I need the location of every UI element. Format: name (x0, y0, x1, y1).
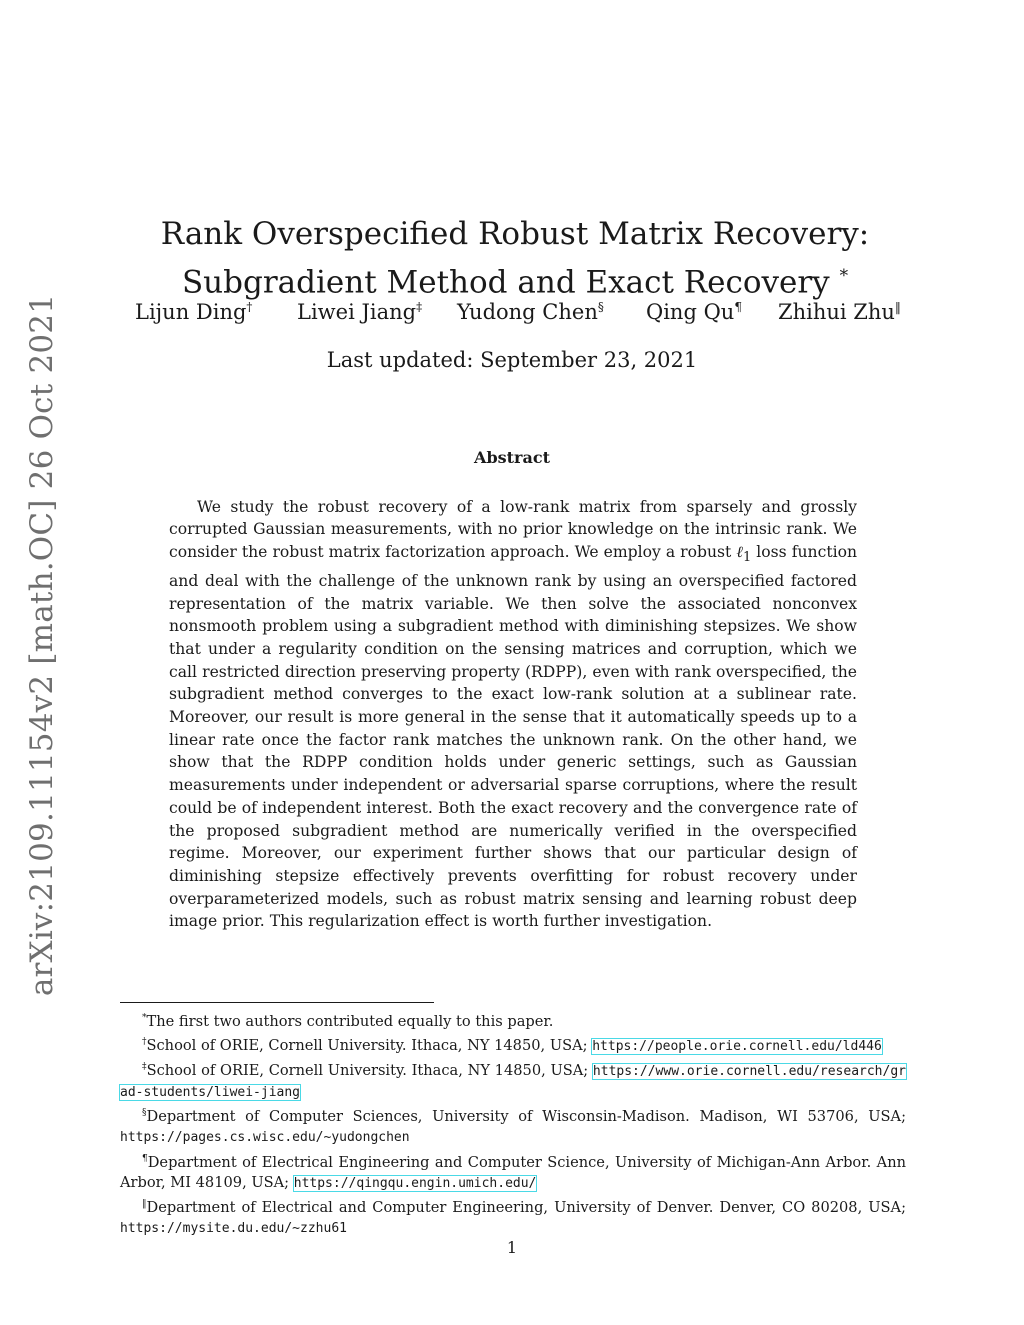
abstract-text (169, 496, 857, 933)
ell-symbol: ℓ (736, 543, 743, 561)
footnote-text: School of ORIE, Cornell University. Ithaca, NY 14850, USA; (146, 1061, 593, 1079)
homepage-link-yudongchen[interactable]: https://pages.cs.wisc.edu/~yudongchen (120, 1130, 410, 1146)
author-yudong-chen (457, 300, 604, 324)
footnote-mark: § (142, 1108, 147, 1119)
last-updated-date: Last updated: September 23, 2021 (326, 348, 698, 372)
author-qing-qu (646, 300, 742, 324)
footnotes (120, 1008, 906, 1239)
footnote-rule (120, 1002, 434, 1003)
footnote-text: Department of Electrical and Computer Engineering, University of Denver. Denver, CO 80208, USA; (146, 1198, 906, 1216)
author-zhihui-zhu (778, 300, 901, 324)
page-number: 1 (506, 1238, 518, 1257)
author-mark: § (597, 300, 604, 314)
footnote-lijun-ding (120, 1032, 906, 1057)
author-name: Qing Qu (646, 300, 735, 324)
footnote-mark: † (142, 1037, 147, 1048)
author-name: Yudong Chen (457, 300, 598, 324)
footnote-mark: ‖ (142, 1198, 147, 1209)
abstract-part-2: loss function and deal with the challenge of the unknown rank by using an overspecified factored representation of the matrix variable. We then solve the associated nonconvex nonsmooth problem using a subgradient method with diminishing stepsizes. We show that under a regularity condition on the sensing matrices and corruption, which we call restricted direction preserving property (RDPP), even with rank overspecified, the subgradient method converges to the exact low-rank solution at a sublinear rate. Moreover, our result is more general in the sense that it automatically speeds up to a linear rate once the factor rank matches the unknown rank. On the other hand, we show that the RDPP condition holds under generic settings, such as Gaussian measurements under independent or adversarial sparse corruptions, where the result could be of independent interest. Both the exact recovery and the convergence rate of the proposed subgradient method are numerically verified in the overspecified regime. Moreover, our experiment further shows that our particular design of diminishing stepsize effectively prevents overfitting for robust recovery under overparameterized models, such as robust matrix sensing and learning robust deep image prior. This regularization effect is worth further investigation. (169, 543, 857, 931)
author-mark: ¶ (734, 300, 742, 314)
paper-title (120, 213, 910, 303)
ell-subscript: 1 (742, 550, 752, 566)
arxiv-identifier: arXiv:2109.11154v2 [math.OC] 26 Oct 2021 (24, 293, 60, 997)
author-liwei-jiang (297, 300, 422, 324)
title-footnote-mark: * (839, 265, 849, 286)
footnote-mark: * (142, 1013, 147, 1023)
abstract-heading: Abstract (474, 448, 550, 467)
footnote-yudong-chen (120, 1103, 906, 1148)
author-lijun-ding (135, 300, 252, 324)
author-name: Zhihui Zhu (778, 300, 895, 324)
footnote-mark: ¶ (142, 1153, 148, 1164)
footnote-text: The first two authors contributed equally to this paper. (146, 1012, 554, 1030)
footnote-text: Department of Computer Sciences, University of Wisconsin-Madison. Madison, WI 53706, USA; (146, 1108, 906, 1126)
author-name: Liwei Jiang (297, 300, 417, 324)
footnote-qing-qu (120, 1149, 906, 1194)
author-list (0, 300, 1024, 334)
homepage-link-liwei-jiang[interactable]: https://www.orie.cornell.edu/research/grad-students/liwei-jiang (120, 1063, 906, 1101)
footnote-equal-contribution (120, 1008, 906, 1032)
author-name: Lijun Ding (135, 300, 247, 324)
author-mark: ‖ (894, 300, 901, 314)
footnote-liwei-jiang (120, 1057, 906, 1103)
author-mark: † (246, 300, 253, 314)
abstract-part-1: We study the robust recovery of a low-rank matrix from sparsely and grossly corrupted Gaussian measurements, with no prior knowledge on the intrinsic rank. We consider the robust matrix factorization approach. We employ a robust (169, 497, 857, 561)
homepage-link-qingqu[interactable]: https://qingqu.engin.umich.edu/ (293, 1175, 537, 1191)
title-line-1: Rank Overspecified Robust Matrix Recovery: (160, 215, 870, 252)
homepage-link-ld446[interactable]: https://people.orie.cornell.edu/ld446 (592, 1038, 882, 1054)
footnote-text: Department of Electrical Engineering and Computer Science, University of Michigan-Ann Arbor. Ann Arbor, MI 48109, USA; (120, 1153, 906, 1191)
title-line-2: Subgradient Method and Exact Recovery (181, 264, 830, 301)
footnote-mark: ‡ (142, 1062, 147, 1073)
footnote-text: School of ORIE, Cornell University. Ithaca, NY 14850, USA; (146, 1036, 593, 1054)
author-mark: ‡ (416, 300, 423, 314)
footnote-zhihui-zhu (120, 1194, 906, 1239)
homepage-link-zzhu61[interactable]: https://mysite.du.edu/~zzhu61 (120, 1220, 347, 1236)
